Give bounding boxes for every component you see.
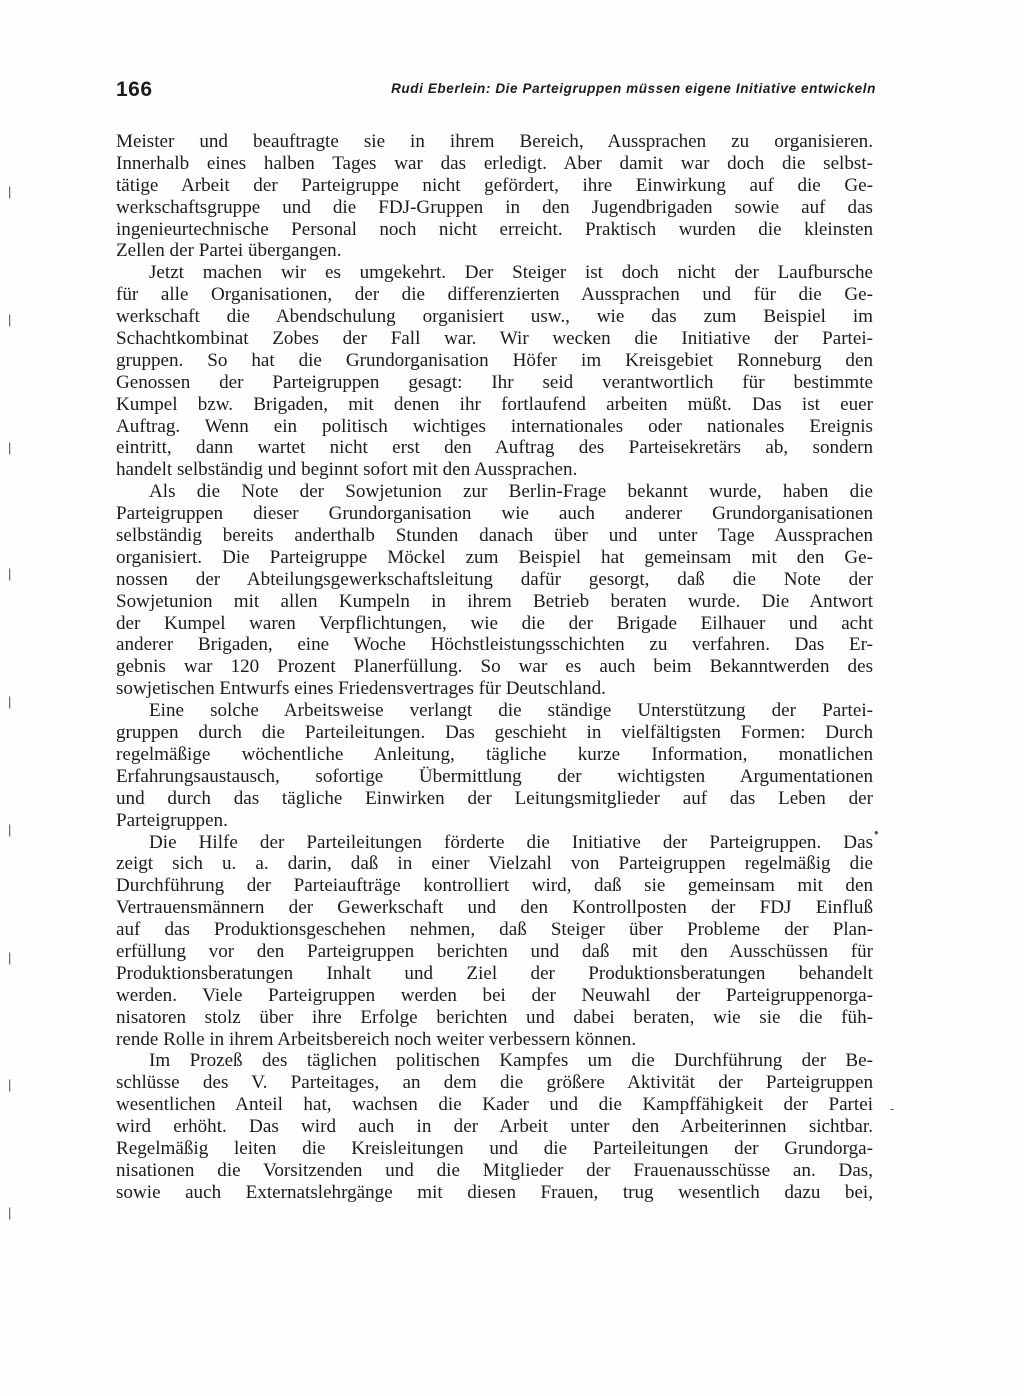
text-line: gruppen durch die Parteileitungen. Das geschieht in vielfältigsten Formen: Durch xyxy=(116,722,873,744)
text-line: werkschaft die Abendschulung organisiert usw., wie das zum Beispiel im xyxy=(116,306,873,328)
text-line: Als die Note der Sowjetunion zur Berlin-Frage bekannt wurde, haben die xyxy=(149,481,873,503)
margin-tick: | xyxy=(8,440,12,455)
margin-tick: | xyxy=(8,566,12,581)
text-line: und durch das tägliche Einwirken der Leitungsmitglieder auf das Leben der xyxy=(116,787,873,809)
text-line: Innerhalb eines halben Tages war das erledigt. Aber damit war doch die selbst- xyxy=(116,152,873,174)
text-line: Im Prozeß des täglichen politischen Kampfes um die Durchführung der Be- xyxy=(149,1050,873,1072)
margin-tick: | xyxy=(8,184,12,199)
paragraph xyxy=(116,700,873,831)
text-line: gebnis war 120 Prozent Planerfüllung. So war es auch beim Bekanntwerden des xyxy=(116,656,873,678)
text-line: sowie auch Externatslehrgänge mit diesen Frauen, trug wesentlich dazu bei, xyxy=(116,1181,873,1203)
text-line: Die Hilfe der Parteileitungen förderte die Initiative der Parteigruppen. Das xyxy=(149,831,873,853)
text-line: anderer Brigaden, eine Woche Höchstleistungsschichten zu verfahren. Das Er- xyxy=(116,634,873,656)
margin-tick: | xyxy=(8,950,12,965)
text-line: auf das Produktionsgeschehen nehmen, daß Steiger über Probleme der Plan- xyxy=(116,919,873,941)
text-line: Eine solche Arbeitsweise verlangt die ständige Unterstützung der Partei- xyxy=(149,700,873,722)
text-line: nossen der Abteilungsgewerkschaftsleitung dafür gesorgt, daß die Note der xyxy=(116,568,873,590)
paragraph xyxy=(116,481,873,700)
paragraph xyxy=(116,832,873,1051)
text-line: Erfahrungsaustausch, sofortige Übermittlung der wichtigsten Argumentationen xyxy=(116,765,873,787)
text-line: wird erhöht. Das wird auch in der Arbeit unter den Arbeiterinnen sichtbar. xyxy=(116,1116,873,1138)
text-line: Kumpel bzw. Brigaden, mit denen ihr fortlaufend arbeiten müßt. Das ist euer xyxy=(116,393,873,415)
text-line: selbständig bereits anderthalb Stunden danach über und unter Tage Aussprachen xyxy=(116,525,873,547)
text-line: gruppen. So hat die Grundorganisation Höfer im Kreisgebiet Ronneburg den xyxy=(116,349,873,371)
page-number: 166 xyxy=(116,78,153,101)
margin-tick: | xyxy=(8,822,12,837)
text-line: organisiert. Die Parteigruppe Möckel zum Beispiel hat gemeinsam mit den Ge- xyxy=(116,546,873,568)
page-header xyxy=(116,78,876,104)
text-line: Regelmäßig leiten die Kreisleitungen und die Parteileitungen der Grundorga- xyxy=(116,1137,873,1159)
text-line: für alle Organisationen, der die differenzierten Aussprachen und für die Ge- xyxy=(116,284,873,306)
text-line: Meister und beauftragte sie in ihrem Bereich, Aussprachen zu organisieren. xyxy=(116,131,873,152)
text-line: der Kumpel waren Verpflichtungen, wie die der Brigade Eilhauer und acht xyxy=(116,612,873,634)
text-line: Schachtkombinat Zobes der Fall war. Wir wecken die Initiative der Partei- xyxy=(116,328,873,350)
text-line: Durchführung der Parteiaufträge kontrolliert wird, daß sie gemeinsam mit den xyxy=(116,875,873,897)
running-head: Rudi Eberlein: Die Parteigruppen müssen eigene Initiative entwickeln xyxy=(391,81,876,96)
text-line: ingenieurtechnische Personal noch nicht erreicht. Praktisch wurden die kleinsten xyxy=(116,218,873,240)
text-line: nisationen die Vorsitzenden und die Mitglieder der Frauenausschüsse an. Das, xyxy=(116,1159,873,1181)
text-line: tätige Arbeit der Parteigruppe nicht gefördert, ihre Einwirkung auf die Ge- xyxy=(116,174,873,196)
margin-dot: • xyxy=(874,825,879,840)
text-line: Auftrag. Wenn ein politisch wichtiges internationales oder nationales Ereignis xyxy=(116,415,873,437)
paragraph xyxy=(116,131,873,262)
text-line: Parteigruppen dieser Grundorganisation wie auch anderer Grundorganisationen xyxy=(116,503,873,525)
text-line: zeigt sich u. a. darin, daß in einer Vielzahl von Parteigruppen regelmäßig die xyxy=(116,853,873,875)
text-line: regelmäßige wöchentliche Anleitung, tägliche kurze Information, monatlichen xyxy=(116,743,873,765)
text-line: schlüsse des V. Parteitages, an dem die größere Aktivität der Parteigruppen xyxy=(116,1072,873,1094)
margin-tick: | xyxy=(8,1205,12,1220)
text-line: sowjetischen Entwurfs eines Friedensvertrages für Deutschland. xyxy=(116,678,606,700)
text-line: Zellen der Partei übergangen. xyxy=(116,240,342,262)
text-line: Jetzt machen wir es umgekehrt. Der Steiger ist doch nicht der Laufbursche xyxy=(149,262,873,284)
text-line: handelt selbständig und beginnt sofort mit den Aussprachen. xyxy=(116,459,578,481)
text-line: werden. Viele Parteigruppen werden bei der Neuwahl der Parteigruppenorga- xyxy=(116,984,873,1006)
text-line: Produktionsberatungen Inhalt und Ziel der Produktionsberatungen behandelt xyxy=(116,962,873,984)
text-line: eintritt, dann wartet nicht erst den Auftrag des Parteisekretärs ab, sondern xyxy=(116,437,873,459)
margin-tick: | xyxy=(8,1077,12,1092)
body-text xyxy=(116,131,873,1204)
text-line: Sowjetunion mit allen Kumpeln in ihrem Betrieb beraten wurde. Die Antwort xyxy=(116,590,873,612)
text-line: nisatoren stolz über ihre Erfolge berichten und dabei beraten, wie sie die füh- xyxy=(116,1006,873,1028)
text-line: wesentlichen Anteil hat, wachsen die Kader und die Kampffähigkeit der Partei xyxy=(116,1094,873,1116)
paragraph xyxy=(116,1050,873,1203)
text-line: Genossen der Parteigruppen gesagt: Ihr seid verantwortlich für bestimmte xyxy=(116,371,873,393)
text-line: rende Rolle in ihrem Arbeitsbereich noch weiter verbessern können. xyxy=(116,1028,637,1050)
text-line: Vertrauensmännern der Gewerkschaft und den Kontrollposten der FDJ Einfluß xyxy=(116,897,873,919)
margin-tick: | xyxy=(8,312,12,327)
text-line: Parteigruppen. xyxy=(116,809,228,831)
paragraph xyxy=(116,262,873,481)
text-line: erfüllung vor den Parteigruppen berichten und daß mit den Ausschüssen für xyxy=(116,940,873,962)
text-line: werkschaftsgruppe und die FDJ-Gruppen in den Jugendbrigaden sowie auf das xyxy=(116,196,873,218)
margin-tick: | xyxy=(8,694,12,709)
margin-dash: - xyxy=(890,1101,895,1116)
